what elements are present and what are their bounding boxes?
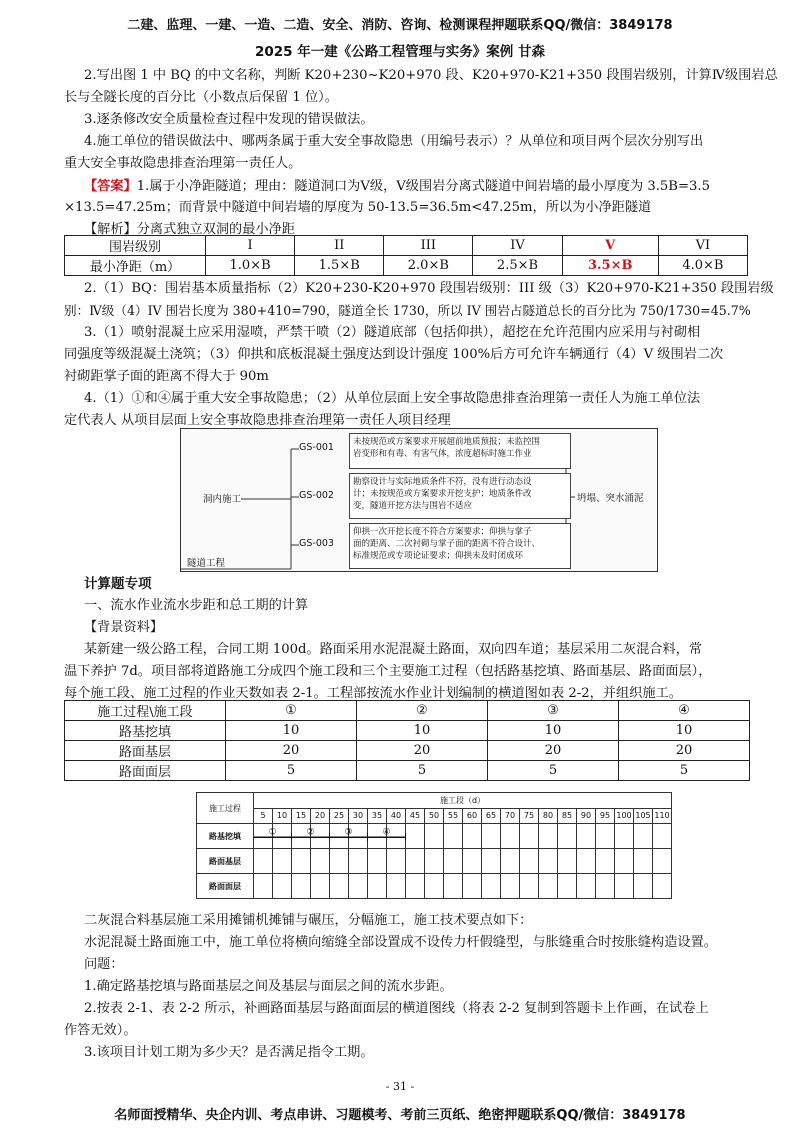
spacing-value: 2.5×B xyxy=(473,256,562,276)
gantt-cell xyxy=(444,874,463,899)
spacing-value: 4.0×B xyxy=(658,256,747,276)
gantt-cell xyxy=(330,849,349,874)
table-2-1 xyxy=(64,700,750,781)
gantt-cell xyxy=(330,874,349,899)
background-line2: 温下养护 7d。项目部将道路施工分成四个施工段和三个主要施工过程（包括路基挖填、路面基层、路面面层）， xyxy=(64,664,712,679)
gantt-corner: 施工过程 xyxy=(197,793,254,824)
gantt-cell xyxy=(254,874,273,899)
answer-2-line1: 2.（1）BQ：围岩基本质量指标（2）K20+230-K20+970 段围岩级别：III 级（3）K20+970-K21+350 段围岩级 xyxy=(84,281,774,296)
tail-line6: 作答无效）。 xyxy=(64,1023,137,1038)
gantt-cell xyxy=(330,824,349,849)
spacing-value: 1.5×B xyxy=(295,256,384,276)
tail-line7: 3.该项目计划工期为多少天？是否满足指令工期。 xyxy=(84,1045,374,1060)
gantt-bar-label: ② xyxy=(306,827,315,838)
level-cell-highlight: V xyxy=(562,236,658,256)
tail-line4: 1.确定路基挖填与路面基层之间及基层与面层之间的流水步距。 xyxy=(84,979,453,994)
gantt-cell xyxy=(368,874,387,899)
gantt-cell xyxy=(558,849,577,874)
gantt-cell xyxy=(482,824,501,849)
answer-2-line2: 别：Ⅳ级（4）IV 围岩长度为 380+410=790，隧道全长 1730，所以 IV 围岩占隧道总长的百分比为 750/1730=45.7% xyxy=(64,303,751,318)
table21-header: ① xyxy=(226,701,357,721)
gantt-cell xyxy=(406,874,425,899)
gantt-cell xyxy=(577,849,596,874)
gantt-cell xyxy=(311,824,330,849)
gantt-cell xyxy=(463,824,482,849)
hazard-code: GS-002 xyxy=(299,490,334,501)
gantt-row xyxy=(197,874,672,899)
level-cell: IV xyxy=(473,236,562,256)
gantt-tick: 15 xyxy=(292,808,311,824)
bottom-banner: 名师面授精华、央企内训、考点串讲、习题模考、考前三页纸、绝密押题联系QQ/微信：3849178 xyxy=(114,1108,686,1123)
gantt-cell xyxy=(558,874,577,899)
gantt-tick: 110 xyxy=(653,808,672,824)
gantt-tick: 45 xyxy=(406,808,425,824)
gantt-cell xyxy=(520,824,539,849)
answer-3-line3: 衬砌距掌子面的距离不得大于 90m xyxy=(64,369,269,384)
answer-3-line1: 3.（1）喷射混凝土应采用湿喷，严禁干喷（2）隧道底部（包括仰拱），超挖在允许范围内应采用与衬砌相 xyxy=(84,325,701,340)
spacing-row-label: 最小净距（m） xyxy=(65,256,206,276)
section-title: 计算题专项 xyxy=(84,576,152,592)
gantt-cell xyxy=(254,824,273,849)
gantt-cell xyxy=(501,874,520,899)
gantt-cell xyxy=(463,849,482,874)
gantt-bar-label: ③ xyxy=(344,827,353,838)
hazard-desc-box: 仰拱一次开挖长度不符合方案要求；仰拱与掌子 面的距离、二次衬砌与掌子面的距离不符合设计、 标准规范或专项论证要求；仰拱未及时闭成环 xyxy=(349,523,571,569)
gantt-cell xyxy=(444,849,463,874)
gantt-cell xyxy=(349,849,368,874)
gantt-tick: 95 xyxy=(596,808,615,824)
gantt-cell xyxy=(254,849,273,874)
gantt-row-label: 路基挖填 xyxy=(197,824,254,849)
answer-1-line1: 【答案】1.属于小净距隧道；理由：隧道洞口为Ⅴ级，Ⅴ级围岩分离式隧道中间岩墙的最小厚度为 3.5B=3.5 xyxy=(84,179,711,194)
gantt-cell xyxy=(273,874,292,899)
diagram-root: 隧道工程 xyxy=(187,558,226,569)
table21-header: ④ xyxy=(619,701,750,721)
gantt-cell xyxy=(311,874,330,899)
table-row: 路基挖填 10 10 10 10 xyxy=(65,721,750,741)
question-2-line1: 2.写出图 1 中 BQ 的中文名称，判断 K20+230~K20+970 段、K20+970-K21+350 段围岩级别，计算Ⅳ级围岩总 xyxy=(84,68,778,83)
answer-tag: 【答案】 xyxy=(84,179,137,194)
gantt-tick: 65 xyxy=(482,808,501,824)
gantt-cell xyxy=(501,824,520,849)
hazard-code: GS-001 xyxy=(299,442,334,453)
gantt-row xyxy=(197,824,672,849)
gantt-cell xyxy=(577,874,596,899)
gantt-cell xyxy=(634,874,653,899)
spacing-value-highlight: 3.5×B xyxy=(562,256,658,276)
gantt-bar-label: ④ xyxy=(382,827,391,838)
hazard-desc-box: 勘察设计与实际地质条件不符，没有进行动态设 计；未按规范或方案要求开挖支护；地质条件改 变，隧道开挖方法与围岩不适应 xyxy=(349,473,571,519)
gantt-cell xyxy=(634,849,653,874)
gantt-cell xyxy=(634,824,653,849)
gantt-cell xyxy=(425,849,444,874)
gantt-cell xyxy=(520,874,539,899)
gantt-days-label: 施工段（d） xyxy=(254,793,672,809)
gantt-tick: 75 xyxy=(520,808,539,824)
diagram-outcome: 坍塌、突水涌泥 xyxy=(577,493,644,504)
question-2-line2: 长与全隧长度的百分比（小数点后保留 1 位）。 xyxy=(64,90,338,105)
gantt-cell xyxy=(653,824,672,849)
gantt-cell xyxy=(596,849,615,874)
gantt-cell xyxy=(425,824,444,849)
gantt-row xyxy=(197,849,672,874)
diagram-branch: 洞内施工 xyxy=(203,494,242,505)
gantt-tick: 50 xyxy=(425,808,444,824)
top-banner: 二建、监理、一建、一造、二造、安全、消防、咨询、检测课程押题联系QQ/微信：3849178 xyxy=(127,18,673,33)
table21-header: ③ xyxy=(488,701,619,721)
page-number: - 31 - xyxy=(385,1080,415,1093)
hazard-desc-box: 未按规范或方案要求开展超前地质预报；未监控围 岩变形和有毒、有害气体，浓度超标时施工作业 xyxy=(349,433,571,469)
hazard-diagram xyxy=(180,428,658,572)
gantt-cell xyxy=(482,849,501,874)
tail-line5: 2.按表 2-1、表 2-2 所示，补画路面基层与路面面层的横道图线（将表 2-2 复制到答题卡上作画，在试卷上 xyxy=(84,1001,709,1016)
level-cell: I xyxy=(206,236,295,256)
gantt-cell xyxy=(653,874,672,899)
background-line1: 某新建一级公路工程，合同工期 100d。路面采用水泥混凝土路面，双向四车道；基层采用二灰混合料，常 xyxy=(84,642,703,657)
level-cell: VI xyxy=(658,236,747,256)
spacing-value: 1.0×B xyxy=(206,256,295,276)
answer-4-line1: 4.（1）①和④属于重大安全事故隐患；（2）从单位层面上安全事故隐患排查治理第一责任人为施工单位法 xyxy=(84,391,701,406)
level-cell: III xyxy=(384,236,473,256)
tail-line2: 水泥混凝土路面施工中，施工单位将横向缩缝全部设置成不设传力杆假缝型，与胀缝重合时按胀缝构造设置。 xyxy=(84,935,717,950)
answer-4-line2: 定代表人 从项目层面上安全事故隐患排查治理第一责任人项目经理 xyxy=(64,413,451,428)
table-row: 路面基层 20 20 20 20 xyxy=(65,741,750,761)
gantt-tick: 85 xyxy=(558,808,577,824)
gantt-cell xyxy=(539,874,558,899)
gantt-tick: 35 xyxy=(368,808,387,824)
gantt-cell xyxy=(520,849,539,874)
gantt-cell xyxy=(349,874,368,899)
spacing-table xyxy=(64,235,748,276)
table21-header: ② xyxy=(357,701,488,721)
gantt-cell xyxy=(615,874,634,899)
gantt-cell xyxy=(558,824,577,849)
question-3: 3.逐条修改安全质量检查过程中发现的错误做法。 xyxy=(84,112,374,127)
tail-line3: 问题： xyxy=(84,957,124,972)
gantt-tick: 20 xyxy=(311,808,330,824)
gantt-bar-label: ① xyxy=(268,827,277,838)
gantt-tick: 90 xyxy=(577,808,596,824)
gantt-cell xyxy=(463,874,482,899)
page-title: 2025 年一建《公路工程管理与实务》案例 甘森 xyxy=(255,44,545,60)
gantt-cell xyxy=(539,824,558,849)
gantt-cell xyxy=(539,849,558,874)
gantt-cell xyxy=(406,849,425,874)
gantt-tick: 5 xyxy=(254,808,273,824)
gantt-cell xyxy=(577,824,596,849)
gantt-cell xyxy=(406,824,425,849)
gantt-tick: 55 xyxy=(444,808,463,824)
question-4-line2: 重大安全事故隐患排查治理第一责任人。 xyxy=(64,156,302,171)
gantt-tick: 70 xyxy=(501,808,520,824)
gantt-cell xyxy=(596,824,615,849)
table21-header: 施工过程\施工段 xyxy=(65,701,226,721)
gantt-cell xyxy=(368,849,387,874)
hazard-code: GS-003 xyxy=(299,538,334,549)
gantt-cell xyxy=(387,849,406,874)
gantt-row-label: 路面面层 xyxy=(197,874,254,899)
gantt-cell xyxy=(273,824,292,849)
gantt-cell xyxy=(653,849,672,874)
gantt-cell xyxy=(501,849,520,874)
gantt-tick: 40 xyxy=(387,808,406,824)
gantt-tick: 100 xyxy=(615,808,634,824)
gantt-cell xyxy=(292,874,311,899)
background-line3: 每个施工段、施工过程的作业天数如表 2-1。工程部按流水作业计划编制的横道图如表 2-2，并组织施工。 xyxy=(64,686,682,701)
gantt-cell xyxy=(615,849,634,874)
gantt-tick: 30 xyxy=(349,808,368,824)
gantt-cell xyxy=(482,874,501,899)
spacing-value: 2.0×B xyxy=(384,256,473,276)
gantt-cell xyxy=(615,824,634,849)
gantt-cell xyxy=(387,824,406,849)
analysis-line: 【解析】分离式独立双洞的最小净距 xyxy=(84,222,295,237)
gantt-cell xyxy=(292,824,311,849)
gantt-tick: 10 xyxy=(273,808,292,824)
gantt-cell xyxy=(292,849,311,874)
gantt-tick: 80 xyxy=(539,808,558,824)
gantt-tick: 60 xyxy=(463,808,482,824)
gantt-tick: 105 xyxy=(634,808,653,824)
gantt-tick: 25 xyxy=(330,808,349,824)
answer-1-line2: ×13.5=47.25m；而背景中隧道中间岩墙的厚度为 50-13.5=36.5m<47.25m，所以为小净距隧道 xyxy=(64,200,652,215)
gantt-cell xyxy=(311,849,330,874)
gantt-cell xyxy=(273,849,292,874)
question-4-line1: 4.施工单位的错误做法中、哪两条属于重大安全事故隐患（用编号表示）？从单位和项目两个层次分别写出 xyxy=(84,134,704,149)
gantt-cell xyxy=(368,824,387,849)
gantt-cell xyxy=(425,874,444,899)
gantt-table xyxy=(196,792,672,899)
table-row: 路面面层 5 5 5 5 xyxy=(65,761,750,781)
gantt-cell xyxy=(349,824,368,849)
answer-3-line2: 同强度等级混凝土浇筑；（3）仰拱和底板混凝土强度达到设计强度 100%后方可允许车辆通行（4）V 级围岩二次 xyxy=(64,347,724,362)
gantt-cell xyxy=(444,824,463,849)
gantt-row-label: 路面基层 xyxy=(197,849,254,874)
spacing-header-label: 围岩级别 xyxy=(65,236,206,256)
sub-title: 一、流水作业流水步距和总工期的计算 xyxy=(84,598,309,613)
gantt-cell xyxy=(387,874,406,899)
gantt-cell xyxy=(596,874,615,899)
tail-line1: 二灰混合料基层施工采用摊铺机摊铺与碾压，分幅施工，施工技术要点如下： xyxy=(84,913,533,928)
level-cell: II xyxy=(295,236,384,256)
background-label: 【背景资料】 xyxy=(84,620,164,635)
